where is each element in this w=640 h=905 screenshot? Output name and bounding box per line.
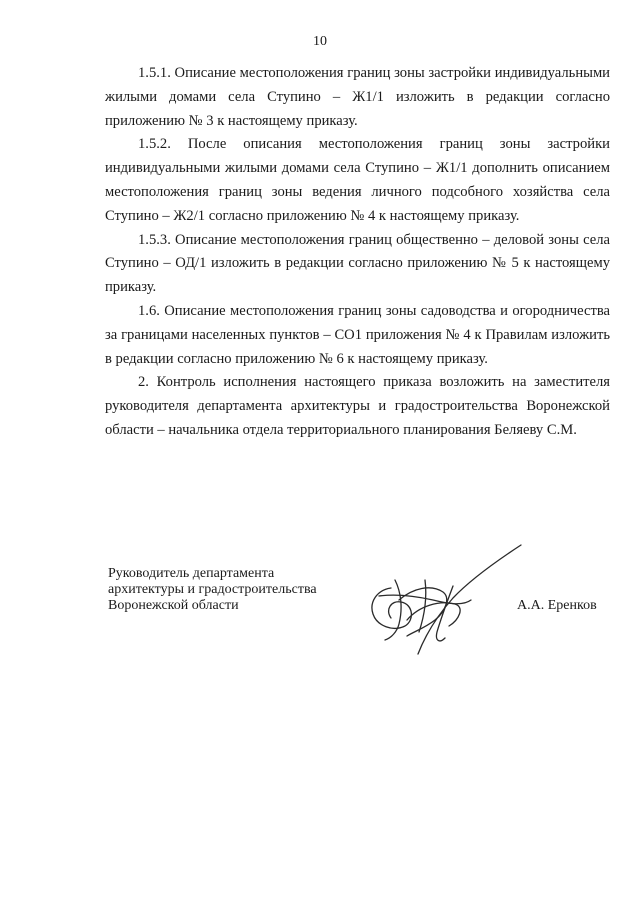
paragraph-1-6: 1.6. Описание местоположения границ зоны садоводства и огородничества за границами населенных пунктов – СО1 приложения № 4 к Правилам изложить в редакции согласно приложению № 6 к настоящему приказу. <box>105 302 610 367</box>
signer-title-line-3: Воронежской области <box>108 598 239 613</box>
document-body <box>105 62 610 443</box>
paragraph-2: 2. Контроль исполнения настоящего приказа возложить на заместителя руководителя департамента архитектуры и градостроительства Воронежской области – начальника отдела территориального планирования Беляеву С.М. <box>105 374 610 438</box>
paragraph-1-5-2: 1.5.2. После описания местоположения границ зоны застройки индивидуальными жилыми домами села Ступино – Ж1/1 дополнить описанием местоположения границ зоны ведения личного подсобного хозяйства села Ступино – Ж2/1 согласно приложению № 4 к настоящему приказу. <box>105 136 610 224</box>
signer-title-line-2: архитектуры и градостроительства <box>108 582 317 597</box>
page-number: 10 <box>313 34 327 49</box>
signer-title-line-1: Руководитель департамента <box>108 566 275 581</box>
signer-name: А.А. Еренков <box>517 598 597 613</box>
handwritten-signature <box>355 540 535 660</box>
paragraph-1-5-1: 1.5.1. Описание местоположения границ зоны застройки индивидуальными жилыми домами села Ступино – Ж1/1 изложить в редакции согласно приложению № 3 к настоящему приказу. <box>105 65 610 129</box>
paragraph-1-5-3: 1.5.3. Описание местоположения границ общественно – деловой зоны села Ступино – ОД/1 изложить в редакции согласно приложению № 5 к настоящему приказу. <box>105 231 610 296</box>
signer-title <box>108 566 317 614</box>
